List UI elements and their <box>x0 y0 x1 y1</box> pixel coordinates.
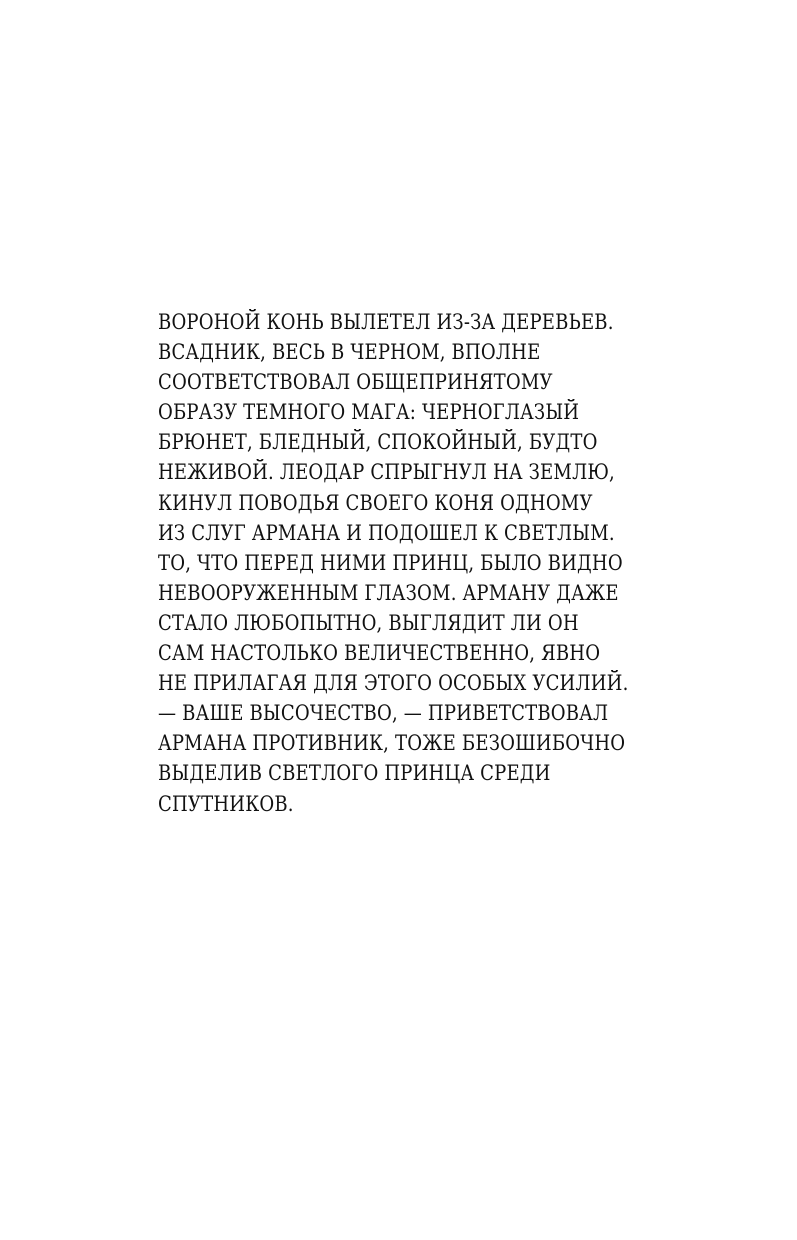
text-line: СПУТНИКОВ. <box>158 791 294 816</box>
body-text <box>158 307 718 819</box>
text-line: СООТВЕТСТВОВАЛ ОБЩЕПРИНЯТОМУ <box>158 370 553 395</box>
dialogue-line: — ВАШЕ ВЫСОЧЕСТВО, — ПРИВЕТСТВОВАЛ <box>158 701 609 726</box>
text-line: СТАЛО ЛЮБОПЫТНО, ВЫГЛЯДИТ ЛИ ОН <box>158 610 579 635</box>
text-line: ВЫДЕЛИВ СВЕТЛОГО ПРИНЦА СРЕДИ <box>158 761 551 786</box>
text-line: ТО, ЧТО ПЕРЕД НИМИ ПРИНЦ, БЫЛО ВИДНО <box>158 550 623 575</box>
text-line: КИНУЛ ПОВОДЬЯ СВОЕГО КОНЯ ОДНОМУ <box>158 490 593 515</box>
text-line: НЕВООРУЖЕННЫМ ГЛАЗОМ. АРМАНУ ДАЖЕ <box>158 580 619 605</box>
text-line: НЕ ПРИЛАГАЯ ДЛЯ ЭТОГО ОСОБЫХ УСИЛИЙ. <box>158 671 629 696</box>
text-line: ВОРОНОЙ КОНЬ ВЫЛЕТЕЛ ИЗ-ЗА ДЕРЕВЬЕВ. <box>158 310 614 334</box>
text-line: БРЮНЕТ, БЛЕДНЫЙ, СПОКОЙНЫЙ, БУДТО <box>158 430 598 455</box>
text-line: ИЗ СЛУГ АРМАНА И ПОДОШЕЛ К СВЕТЛЫМ. <box>158 520 615 545</box>
text-line: ОБРАЗУ ТЕМНОГО МАГА: ЧЕРНОГЛАЗЫЙ <box>158 400 580 425</box>
text-line: НЕЖИВОЙ. ЛЕОДАР СПРЫГНУЛ НА ЗЕМЛЮ, <box>158 460 615 485</box>
text-line: САМ НАСТОЛЬКО ВЕЛИЧЕСТВЕННО, ЯВНО <box>158 641 601 666</box>
text-line: ВСАДНИК, ВЕСЬ В ЧЕРНОМ, ВПОЛНЕ <box>158 340 541 365</box>
text-line: АРМАНА ПРОТИВНИК, ТОЖЕ БЕЗОШИБОЧНО <box>158 731 626 756</box>
